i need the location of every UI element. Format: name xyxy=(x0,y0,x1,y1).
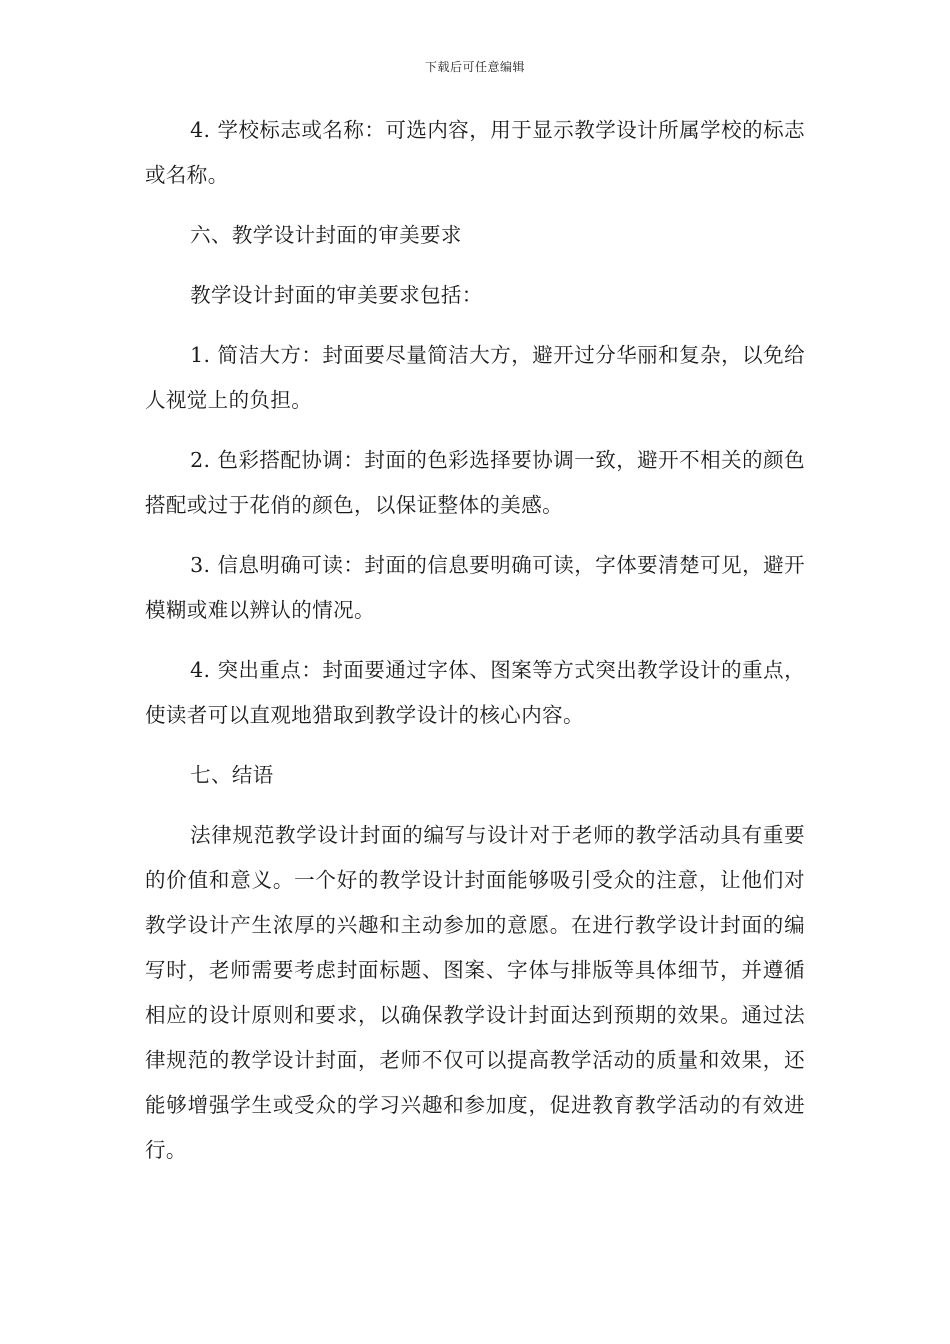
section-heading-conclusion: 七、结语 xyxy=(190,763,274,787)
section-heading-aesthetic: 六、教学设计封面的审美要求 xyxy=(190,223,462,247)
paragraph-color: 2. 色彩搭配协调：封面的色彩选择要协调一致，避开不相关的颜色搭配或过于花俏的颜色，以保证整体的美感。 xyxy=(145,448,805,517)
document-body xyxy=(145,108,805,1188)
header-note: 下载后可任意编辑 xyxy=(424,60,525,74)
paragraph-readable: 3. 信息明确可读：封面的信息要明确可读，字体要清楚可见，避开模糊或难以辨认的情况。 xyxy=(145,553,805,622)
paragraph-simple: 1. 简洁大方：封面要尽量简洁大方，避开过分华丽和复杂，以免给人视觉上的负担。 xyxy=(145,343,805,412)
paragraph-school-logo: 4. 学校标志或名称：可选内容，用于显示教学设计所属学校的标志或名称。 xyxy=(145,118,805,187)
paragraph-highlight: 4. 突出重点：封面要通过字体、图案等方式突出教学设计的重点，使读者可以直观地猎取到教学设计的核心内容。 xyxy=(145,658,805,727)
paragraph-aesthetic-intro: 教学设计封面的审美要求包括： xyxy=(190,283,483,307)
paragraph-conclusion: 法律规范教学设计封面的编写与设计对于老师的教学活动具有重要的价值和意义。一个好的教学设计封面能够吸引受众的注意，让他们对教学设计产生浓厚的兴趣和主动参加的意愿。在进行教学设计封面的编写时，老师需要考虑封面标题、图案、字体与排版等具体细节，并遵循相应的设计原则和要求，以确保教学设计封面达到预期的效果。通过法律规范的教学设计封面，老师不仅可以提高教学活动的质量和效果，还能够增强学生或受众的学习兴趣和参加度，促进教育教学活动的有效进行。 xyxy=(145,823,805,1162)
